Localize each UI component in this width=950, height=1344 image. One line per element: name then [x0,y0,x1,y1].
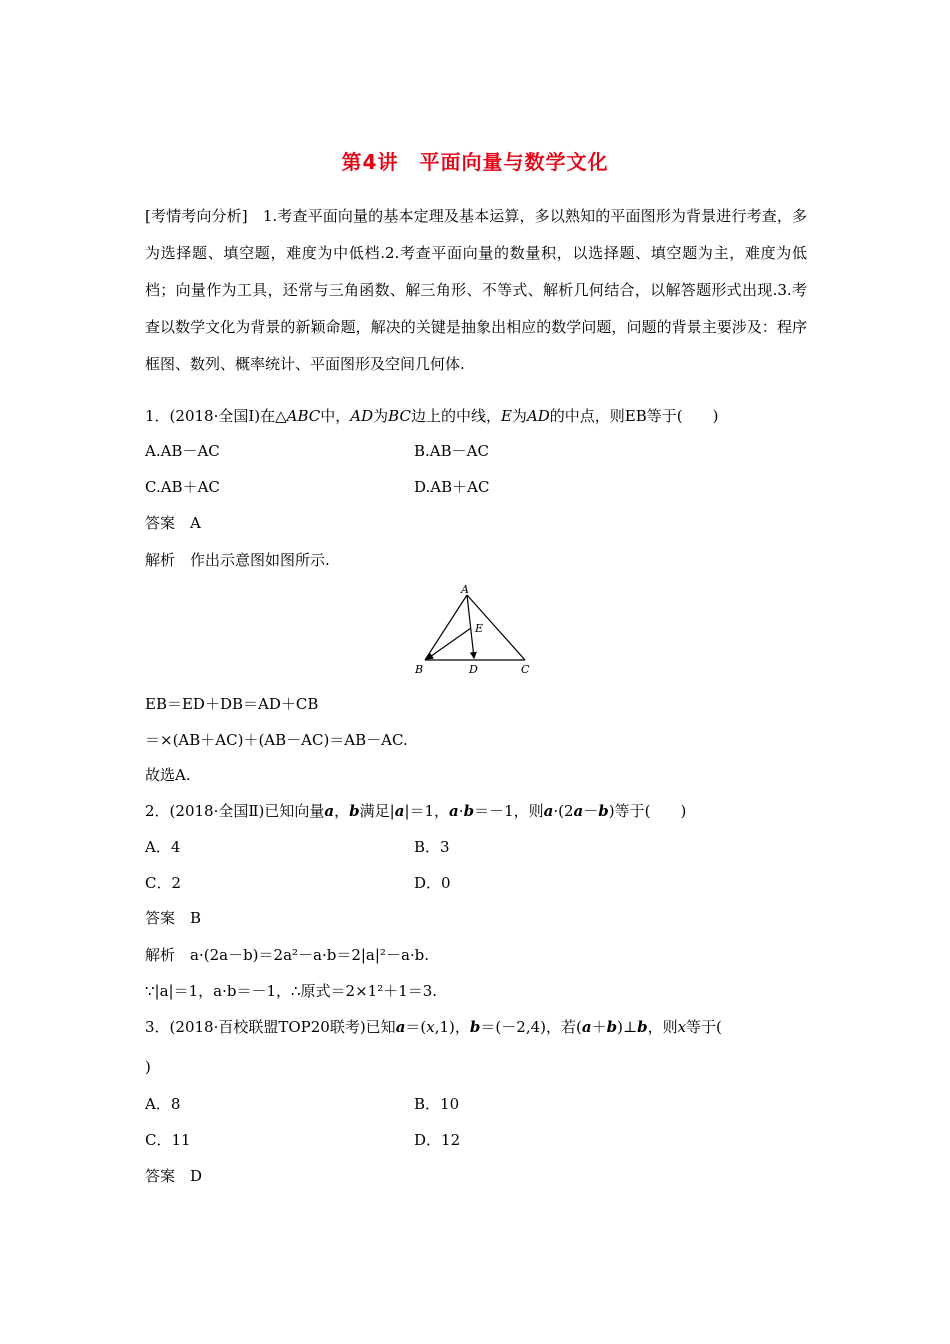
label-c: C [521,663,530,676]
q1-step1: EB＝ED＋DB＝AD＋CB [145,695,319,713]
q2-analysis: 解析 a·(2a－b)＝2a²－a·b＝2|a|²－a·b. [145,946,430,964]
q3-option-a: A．8 [145,1095,181,1113]
q3-answer: 答案 D [145,1167,203,1185]
label-e: E [475,622,484,635]
q2-option-c: C．2 [145,874,182,892]
q3-stem: 3．(2018·百校联盟TOP20联考)已知a＝(x,1)，b＝(－2,4)，若(a＋b)⊥b，则x等于( [145,1018,722,1036]
label-a: A [461,583,469,596]
page-title: 第4讲 平面向量与数学文化 [341,150,609,174]
q2-option-b: B．3 [414,838,450,856]
q2-option-d: D．0 [414,874,451,892]
triangle-figure [405,580,545,680]
q1-step2: ＝×(AB＋AC)＋(AB－AC)＝AB－AC. [145,731,408,749]
side-ab [425,595,467,660]
q1-option-d: D.AB＋AC [414,478,490,496]
q1-answer: 答案 A [145,514,201,532]
q1-step3: 故选A. [145,766,191,784]
q2-stem: 2．(2018·全国Ⅱ)已知向量a，b满足|a|＝1，a·b＝－1，则a·(2a－b)等于( ) [145,802,687,820]
intro-paragraph: [考情考向分析] 1.考查平面向量的基本定理及基本运算，多以熟知的平面图形为背景进行考查，多为选择题、填空题，难度为中低档.2.考查平面向量的数量积，以选择题、填空题为主，难度为低档；向量作为工具，还常与三角函数、解三角形、不等式、解析几何结合，以解答题形式出现.3.考查以数学文化为背景的新颖命题，解决的关键是抽象出相应的数学问题，问题的背景主要涉及：程序框图、数列、概率统计、平面图形及空间几何体. [145,207,807,373]
q2-answer: 答案 B [145,909,202,927]
vector-eb [427,628,471,659]
q2-option-a: A．4 [145,838,181,856]
label-d: D [469,663,478,676]
q1-option-b: B.AB－AC [414,442,489,460]
q1-stem: 1．(2018·全国Ⅰ)在△ABC中，AD为BC边上的中线，E为AD的中点，则EB等于( ) [145,407,719,425]
q3-stem-close: ) [145,1058,151,1076]
label-b: B [415,663,424,676]
q3-option-d: D．12 [414,1131,461,1149]
q1-option-a: A.AB－AC [145,442,220,460]
vector-ad [467,595,474,658]
q3-option-b: B．10 [414,1095,460,1113]
q1-option-c: C.AB＋AC [145,478,220,496]
q2-because: ∵|a|＝1，a·b＝－1，∴原式＝2×1²＋1＝3. [145,982,438,1000]
q3-option-c: C．11 [145,1131,191,1149]
q1-analysis: 解析 作出示意图如图所示. [145,551,330,569]
